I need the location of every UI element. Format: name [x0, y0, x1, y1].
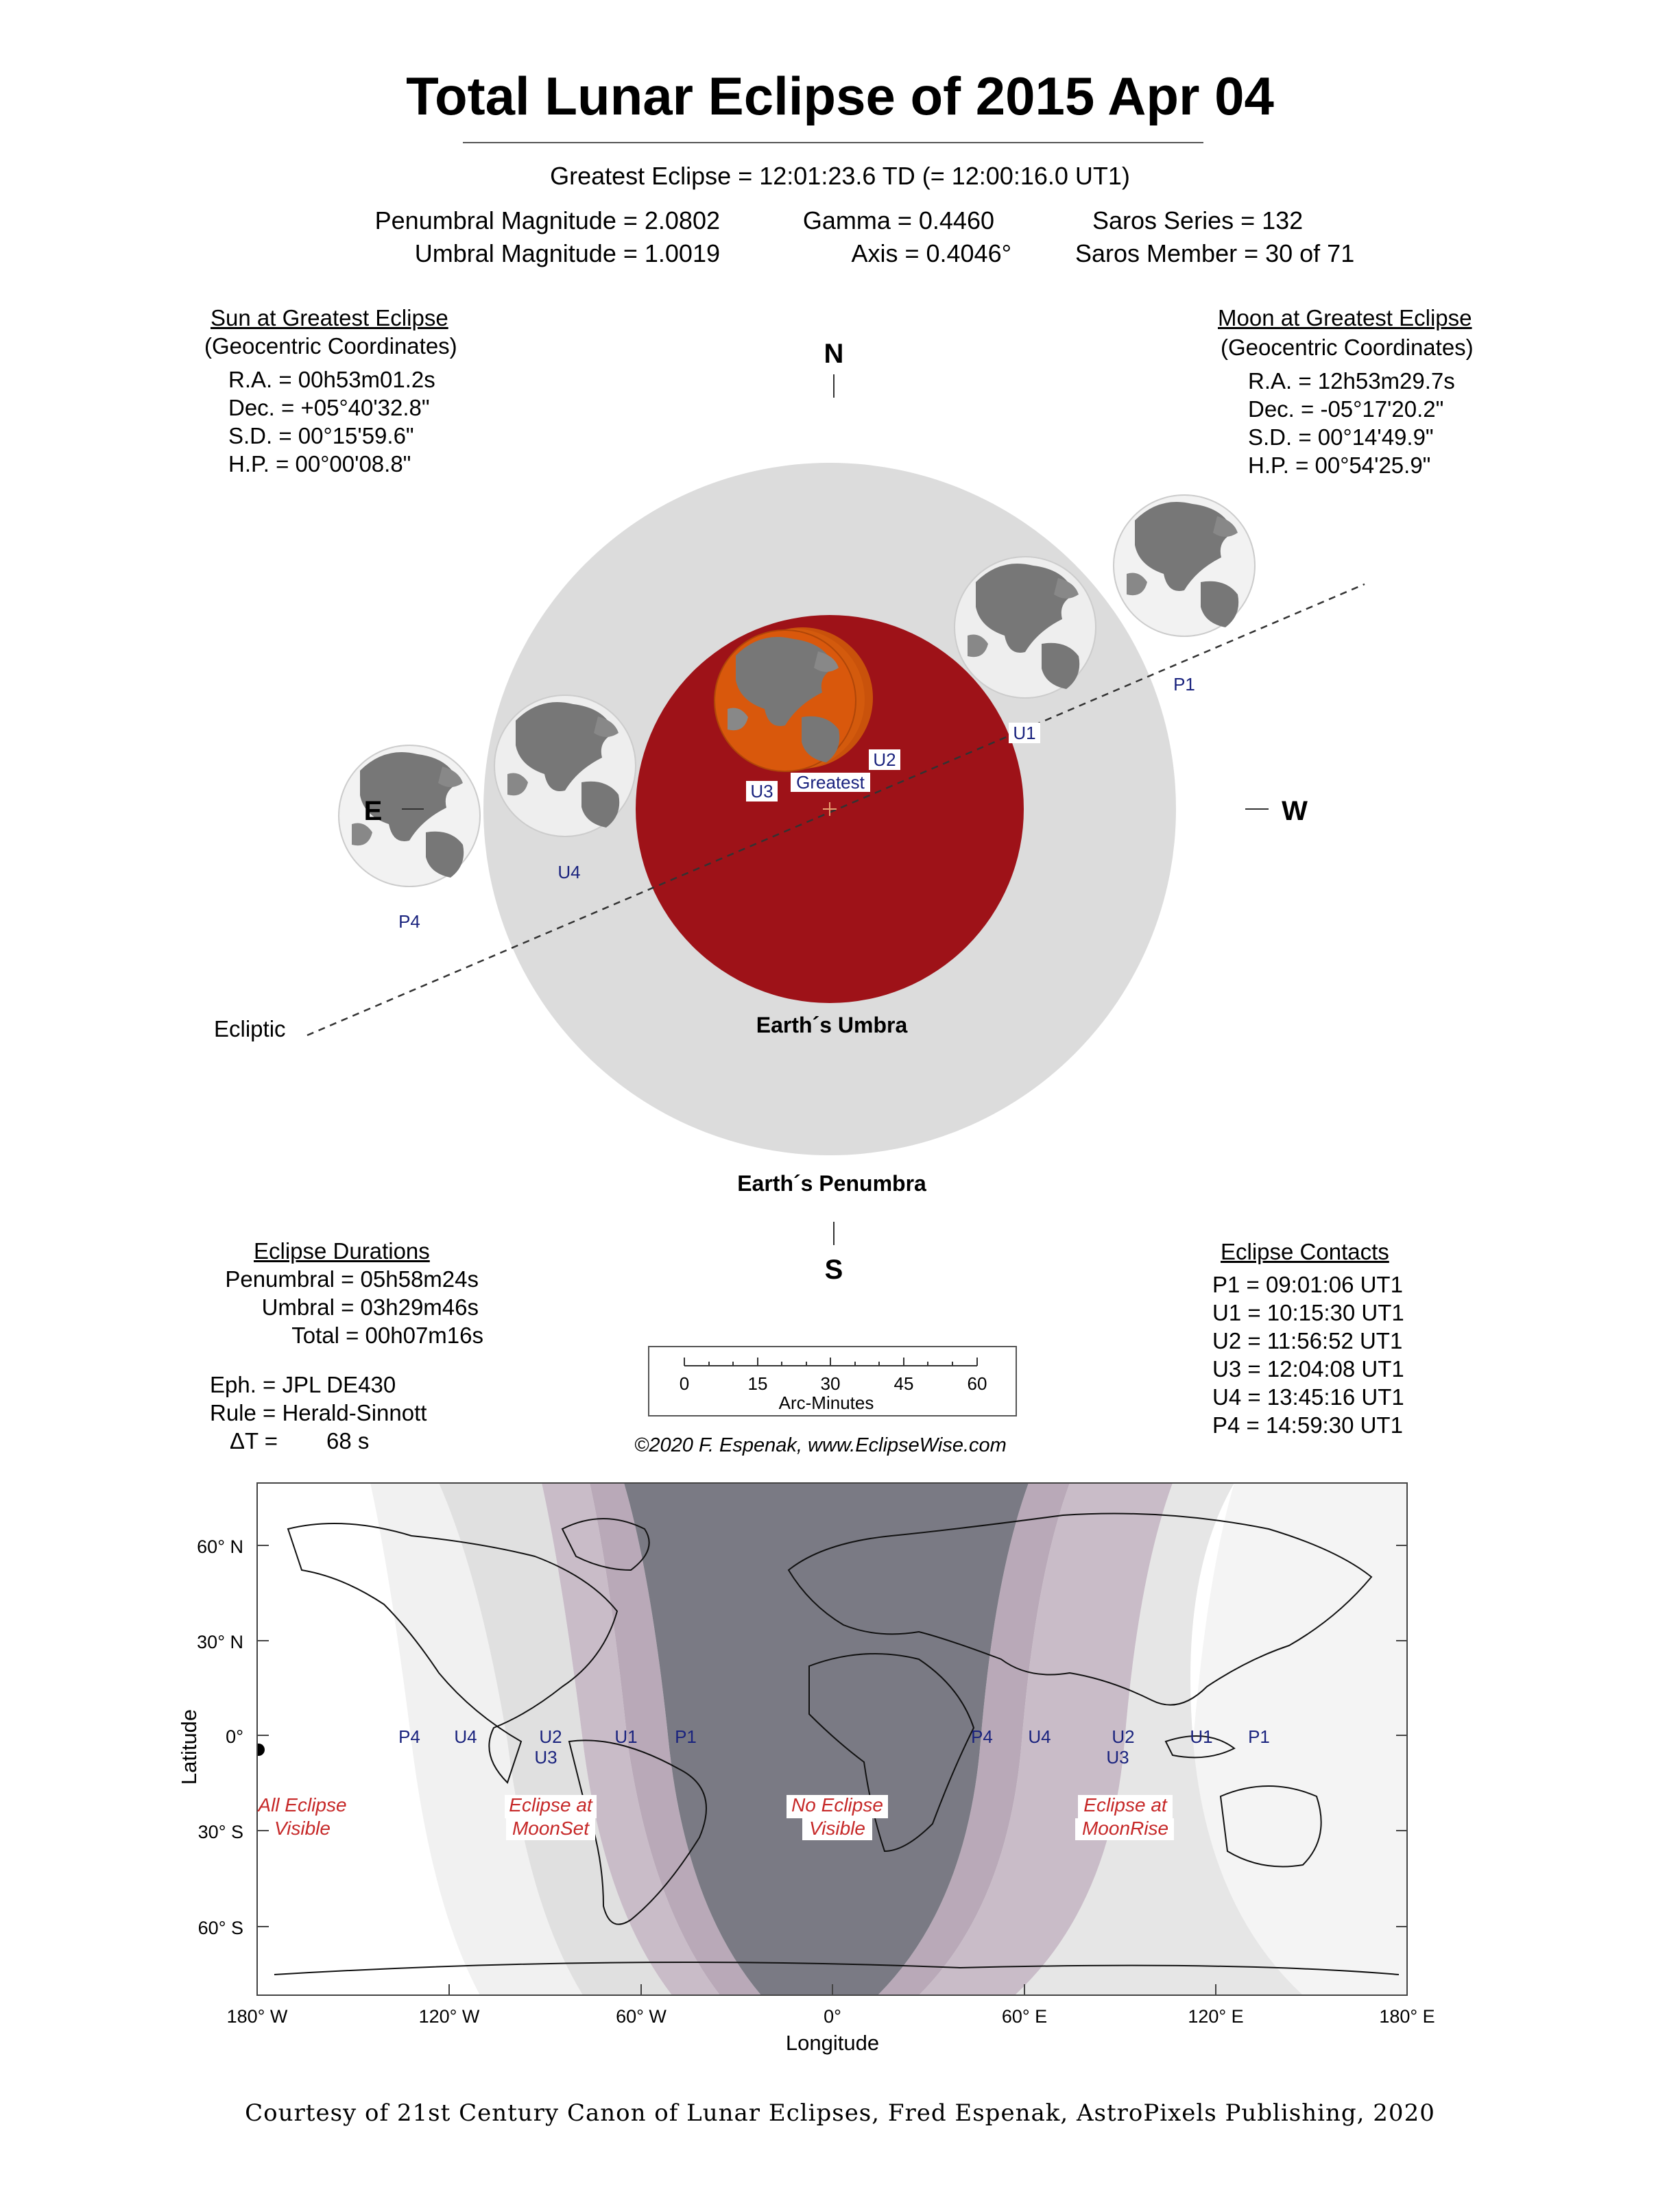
greatest-eclipse-time: Greatest Eclipse = 12:01:23.6 TD (= 12:00:16.0 UT1) [550, 162, 1130, 190]
saros-member: Saros Member = 30 of 71 [1075, 239, 1355, 267]
map-label-u3-west: U3 [534, 1747, 557, 1768]
sun-sd: S.D. = 00°15'59.6" [228, 423, 414, 448]
contact-u4: U4 = 13:45:16 UT1 [1212, 1384, 1404, 1410]
penumbra-label: Earth´s Penumbra [737, 1171, 926, 1196]
sun-dec: Dec. = +05°40'32.8" [228, 395, 430, 420]
lat-tick-60n: 60° N [197, 1536, 243, 1557]
scale-unit-label: Arc-Minutes [778, 1393, 874, 1413]
map-label-p4-west: P4 [398, 1726, 420, 1747]
moon-u1 [955, 557, 1096, 698]
map-label-p4-east: P4 [971, 1726, 993, 1747]
durations-heading: Eclipse Durations [254, 1238, 430, 1264]
ecliptic-label: Ecliptic [214, 1016, 286, 1041]
map-label-u1-east: U1 [1190, 1726, 1213, 1747]
moon-u4 [494, 695, 636, 836]
lat-tick-60s: 60° S [197, 1918, 243, 1938]
visibility-map [252, 1483, 1407, 1995]
subsolar-point-icon [252, 1744, 265, 1756]
umbral-magnitude: Umbral Magnitude = 1.0019 [414, 239, 720, 267]
sun-hp: H.P. = 00°00'08.8" [228, 451, 411, 477]
axis: Axis = 0.4046° [851, 239, 1011, 267]
lon-tick-180w: 180° W [226, 2006, 288, 2027]
penumbral-magnitude: Penumbral Magnitude = 2.0802 [374, 206, 720, 234]
lon-tick-120e: 120° E [1188, 2006, 1244, 2027]
scale-box [648, 1346, 1017, 1417]
map-label-p1-west: P1 [675, 1726, 697, 1747]
east-label: E [363, 796, 383, 826]
diagram-label-u3: U3 [750, 781, 773, 801]
zone-none-line1: No Eclipse [791, 1794, 883, 1816]
scale-tick-45: 45 [893, 1373, 914, 1394]
lon-tick-60e: 60° E [1001, 2006, 1048, 2027]
map-label-u1-west: U1 [614, 1726, 638, 1747]
contact-p1: P1 = 09:01:06 UT1 [1212, 1272, 1403, 1297]
diagram-label-u2: U2 [873, 749, 896, 770]
moon-dec: Dec. = -05°17'20.2" [1248, 396, 1444, 422]
delta-t-value: 68 s [326, 1428, 370, 1454]
moon-heading: Moon at Greatest Eclipse [1218, 305, 1472, 330]
moon-p1 [1114, 495, 1255, 636]
scale-tick-0: 0 [679, 1373, 690, 1394]
map-label-u2-west: U2 [539, 1726, 562, 1747]
contact-u3: U3 = 12:04:08 UT1 [1212, 1356, 1404, 1382]
north-label: N [824, 339, 844, 369]
zone-moonrise-line2: MoonRise [1081, 1818, 1169, 1839]
moon-sd: S.D. = 00°14'49.9" [1248, 424, 1434, 450]
lon-tick-180e: 180° E [1379, 2006, 1435, 2027]
contact-p4: P4 = 14:59:30 UT1 [1212, 1412, 1403, 1438]
lat-tick-0: 0° [226, 1726, 243, 1747]
contact-u1: U1 = 10:15:30 UT1 [1212, 1300, 1404, 1325]
zone-moonset-line1: Eclipse at [509, 1794, 592, 1816]
contacts-heading: Eclipse Contacts [1221, 1239, 1389, 1264]
scale-tick-60: 60 [967, 1373, 987, 1394]
map-label-u2-east: U2 [1112, 1726, 1135, 1747]
duration-penumbral: Penumbral = 05h58m24s [225, 1266, 479, 1292]
sun-ra: R.A. = 00h53m01.2s [228, 367, 435, 392]
page-title: Total Lunar Eclipse of 2015 Apr 04 [406, 66, 1274, 126]
sun-heading: Sun at Greatest Eclipse [211, 305, 448, 330]
scale-tick-15: 15 [747, 1373, 768, 1394]
moon-greatest [715, 627, 873, 771]
zone-all-line2: Visible [274, 1818, 331, 1839]
ephemeris: Eph. = JPL DE430 [210, 1372, 396, 1397]
copyright: ©2020 F. Espenak, www.EclipseWise.com [634, 1434, 1007, 1456]
diagram-label-u4: U4 [557, 862, 581, 882]
zone-none-line2: Visible [809, 1818, 865, 1839]
moon-p4 [339, 745, 480, 887]
map-label-u4-west: U4 [454, 1726, 477, 1747]
scale-tick-30: 30 [820, 1373, 841, 1394]
zone-moonset-line2: MoonSet [512, 1818, 590, 1839]
map-label-u3-east: U3 [1106, 1747, 1129, 1768]
moon-hp: H.P. = 00°54'25.9" [1248, 453, 1431, 478]
lon-tick-60w: 60° W [616, 2006, 667, 2027]
umbra-label: Earth´s Umbra [756, 1013, 908, 1037]
map-ylabel: Latitude [177, 1709, 201, 1785]
map-label-u4-east: U4 [1028, 1726, 1051, 1747]
lon-tick-120w: 120° W [418, 2006, 480, 2027]
zone-all-line1: All Eclipse [258, 1794, 347, 1816]
map-xlabel: Longitude [785, 2031, 880, 2055]
rule: Rule = Herald-Sinnott [210, 1400, 427, 1425]
duration-total: Total = 00h07m16s [291, 1323, 483, 1348]
moon-ra: R.A. = 12h53m29.7s [1248, 368, 1455, 394]
west-label: W [1282, 796, 1308, 826]
diagram-label-p4: P4 [398, 911, 420, 932]
footer-credit: Courtesy of 21st Century Canon of Lunar Eclipses, Fred Espenak, AstroPixels Publishing, 2020 [245, 2099, 1435, 2127]
south-label: S [824, 1255, 843, 1285]
lat-tick-30s: 30° S [197, 1822, 243, 1842]
zone-moonrise-line1: Eclipse at [1083, 1794, 1167, 1816]
lon-tick-0: 0° [824, 2006, 841, 2027]
duration-umbral: Umbral = 03h29m46s [261, 1294, 479, 1320]
diagram-label-u1: U1 [1013, 723, 1036, 743]
delta-t-label: ΔT = [230, 1428, 278, 1454]
contact-u2: U2 = 11:56:52 UT1 [1212, 1328, 1403, 1353]
saros-series: Saros Series = 132 [1092, 206, 1304, 234]
lat-tick-30n: 30° N [197, 1632, 243, 1652]
diagram-label-greatest: Greatest [796, 772, 865, 793]
diagram-label-p1: P1 [1173, 674, 1195, 695]
map-label-p1-east: P1 [1248, 1726, 1270, 1747]
gamma: Gamma = 0.4460 [802, 206, 994, 234]
moon-subheading: (Geocentric Coordinates) [1221, 335, 1474, 360]
sun-subheading: (Geocentric Coordinates) [204, 333, 457, 359]
